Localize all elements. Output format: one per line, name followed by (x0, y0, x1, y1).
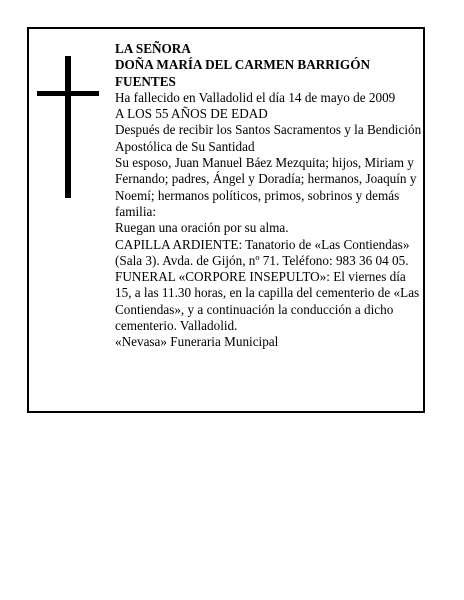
notice-text (115, 41, 423, 351)
deceased-name-line-1: DOÑA MARÍA DEL CARMEN BARRIGÓN (115, 57, 370, 73)
sacraments-statement: Después de recibir los Santos Sacramentos y la Bendición Apostólica de Su Santidad (115, 122, 422, 154)
deceased-name-line-2: FUENTES (115, 73, 176, 89)
family-statement: Su esposo, Juan Manuel Báez Mezquita; hijos, Miriam y Fernando; padres, Ángel y Doradía; hermanos, Joaquín y Noemí; hermanos políticos, primos, sobrinos y demás familia: (115, 155, 417, 219)
chapel-details: CAPILLA ARDIENTE: Tanatorio de «Las Contiendas» (Sala 3). Avda. de Gijón, nº 71. Teléfono: 983 36 04 05. (115, 236, 410, 268)
cross-icon (37, 56, 99, 198)
prayer-request: Ruegan una oración por su alma. (115, 220, 289, 236)
funeral-details: FUNERAL «CORPORE INSEPULTO»: El viernes día 15, a las 11.30 horas, en la capilla del cementerio de «Las Contiendas», y a continuación la conducción a dicho cementerio. Valladolid. (115, 269, 420, 334)
cross-vertical-bar (65, 56, 71, 198)
death-statement: Ha fallecido en Valladolid el día 14 de mayo de 2009 (115, 89, 396, 105)
title-line: LA SEÑORA (115, 41, 191, 56)
obituary-notice (27, 27, 425, 413)
cross-horizontal-bar (37, 91, 99, 96)
funeral-home: «Nevasa» Funeraria Municipal (115, 334, 279, 350)
age-statement: A LOS 55 AÑOS DE EDAD (115, 106, 268, 122)
